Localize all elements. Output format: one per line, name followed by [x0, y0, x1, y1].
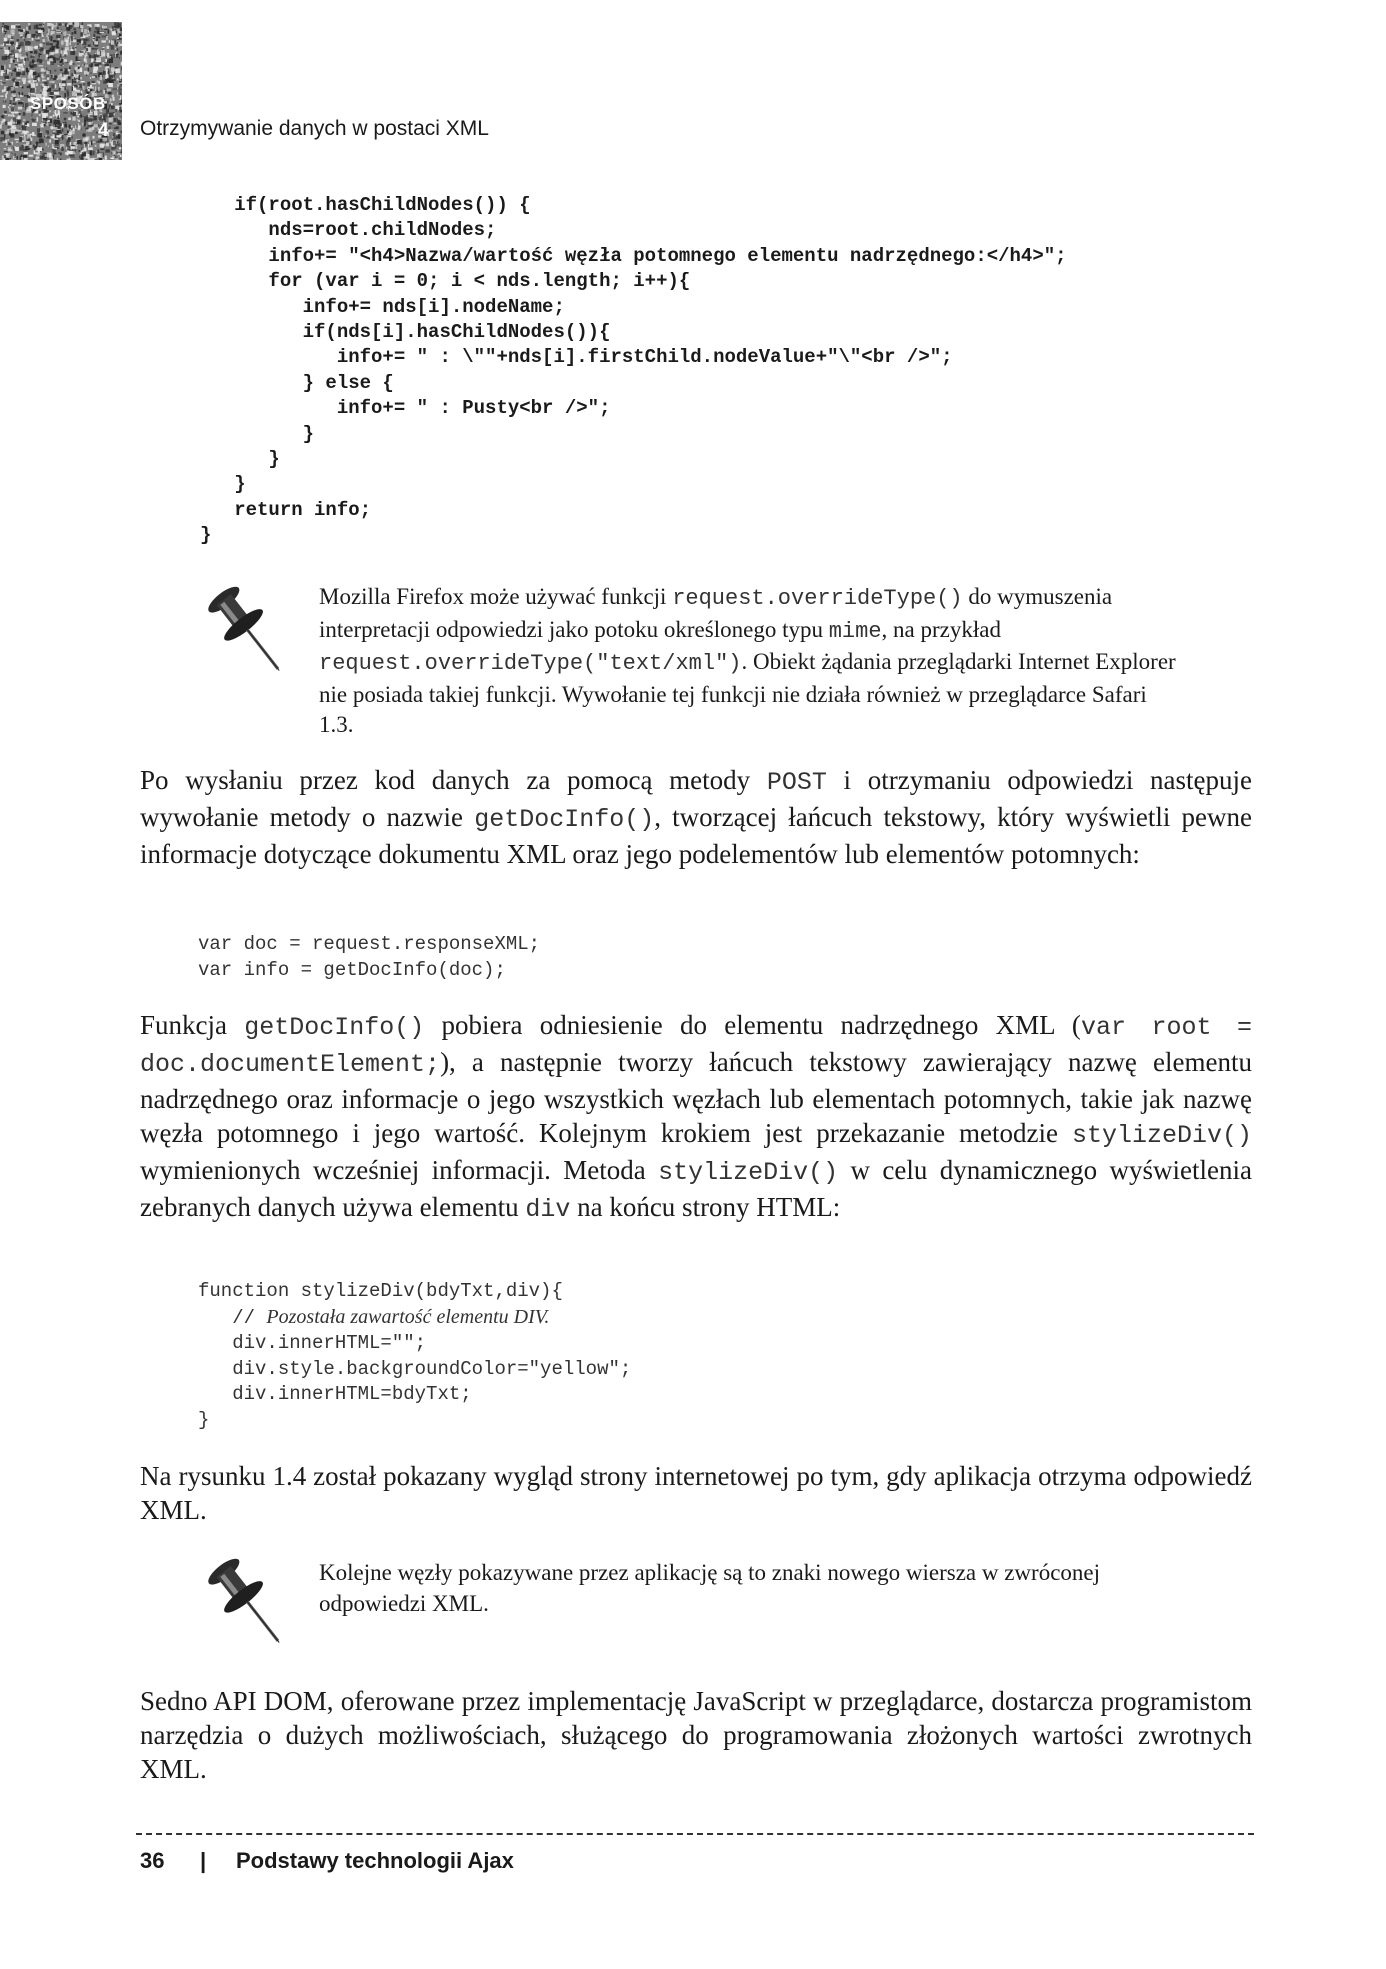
pushpin-icon — [196, 578, 296, 688]
code-comment-line: // Pozostała zawartość elementu DIV. — [198, 1305, 550, 1329]
badge-label: SPOSÓB — [30, 94, 106, 113]
paragraph-getdocinfo-description: Funkcja getDocInfo() pobiera odniesienie do elementu nadrzędnego XML (var root = doc.documentElement;), a następnie tworzy łańcuch tekstowy zawierający nazwę elementu nadrzędnego oraz informacje o jego wszystkich węzłach lub elementach potomnych, takie jak nazwę węzła potomnego i jego wartość. Kolejnym krokiem jest przekazanie metodzie stylizeDiv() wymienionych wcześniej informacji. Metoda stylizeDiv() w celu dynamicznego wyświetlenia zebranych danych używa elementu div na końcu strony HTML: — [140, 1010, 1252, 1224]
code-line: div.innerHTML=bdyTxt; — [198, 1383, 472, 1405]
code-line: } — [198, 1408, 210, 1431]
code-block-responsexml: var doc = request.responseXML; var info = getDocInfo(doc); — [198, 933, 541, 981]
code-block-getdocinfo: if(root.hasChildNodes()) { nds=root.childNodes; info+= "<h4>Nazwa/wartość węzła potomnego elementu nadrzędnego:</h4>"; for (var i = 0; i < nds.length; i++){ info+= nds[i].nodeName; if(nds[i].hasChildNodes()){ info+= " : \""+nds[i].firstChild.nodeValue+"\"<br />"; } else { info+= " : Pusty<br />"; } } } return info; } — [200, 194, 1067, 547]
footer-separator: | — [200, 1848, 207, 1873]
code-line: div.innerHTML=""; — [198, 1332, 427, 1354]
note-firefox-overridetype: Mozilla Firefox może używać funkcji request.overrideType() do wymuszenia interpretacji odpowiedzi jako potoku określonego typu mime, na przykład request.overrideType("text/xml"). Obiekt żądania przeglądarki Internet Explorer nie posiada takiej funkcji. Wywołanie tej funkcji nie działa również w przeglądarce Safari 1.3. — [319, 584, 1176, 737]
book-title: Podstawy technologii Ajax — [236, 1848, 514, 1873]
paragraph-post-response: Po wysłaniu przez kod danych za pomocą metody POST i otrzymaniu odpowiedzi następuje wywołanie metody o nazwie getDocInfo(), tworzącej łańcuch tekstowy, który wyświetli pewne informacje dotyczące dokumentu XML oraz jego podelementów lub elementów potomnych: — [140, 765, 1253, 869]
running-head: Otrzymywanie danych w postaci XML — [140, 117, 489, 140]
code-line: function stylizeDiv(bdyTxt,div){ — [198, 1280, 563, 1302]
code-block-stylizediv — [198, 1279, 631, 1433]
note-newline-nodes: Kolejne węzły pokazywane przez aplikację są to znaki nowego wiersza w zwróconej odpowiedzi XML. — [319, 1560, 1101, 1616]
code-line: div.style.backgroundColor="yellow"; — [198, 1357, 632, 1380]
page-number: 36 — [140, 1848, 165, 1873]
pushpin-icon — [196, 1550, 296, 1660]
paragraph-dom-api: Sedno API DOM, oferowane przez implementację JavaScript w przeglądarce, dostarcza programistom narzędzia o dużych możliwościach, służącego do programowania złożonych wartości zwrotnych XML. — [140, 1686, 1252, 1784]
badge-number: 4 — [98, 120, 109, 141]
paragraph-figure-reference: Na rysunku 1.4 został pokazany wygląd strony internetowej po tym, gdy aplikacja otrzyma odpowiedź XML. — [140, 1461, 1252, 1525]
footer-divider — [136, 1833, 1254, 1835]
